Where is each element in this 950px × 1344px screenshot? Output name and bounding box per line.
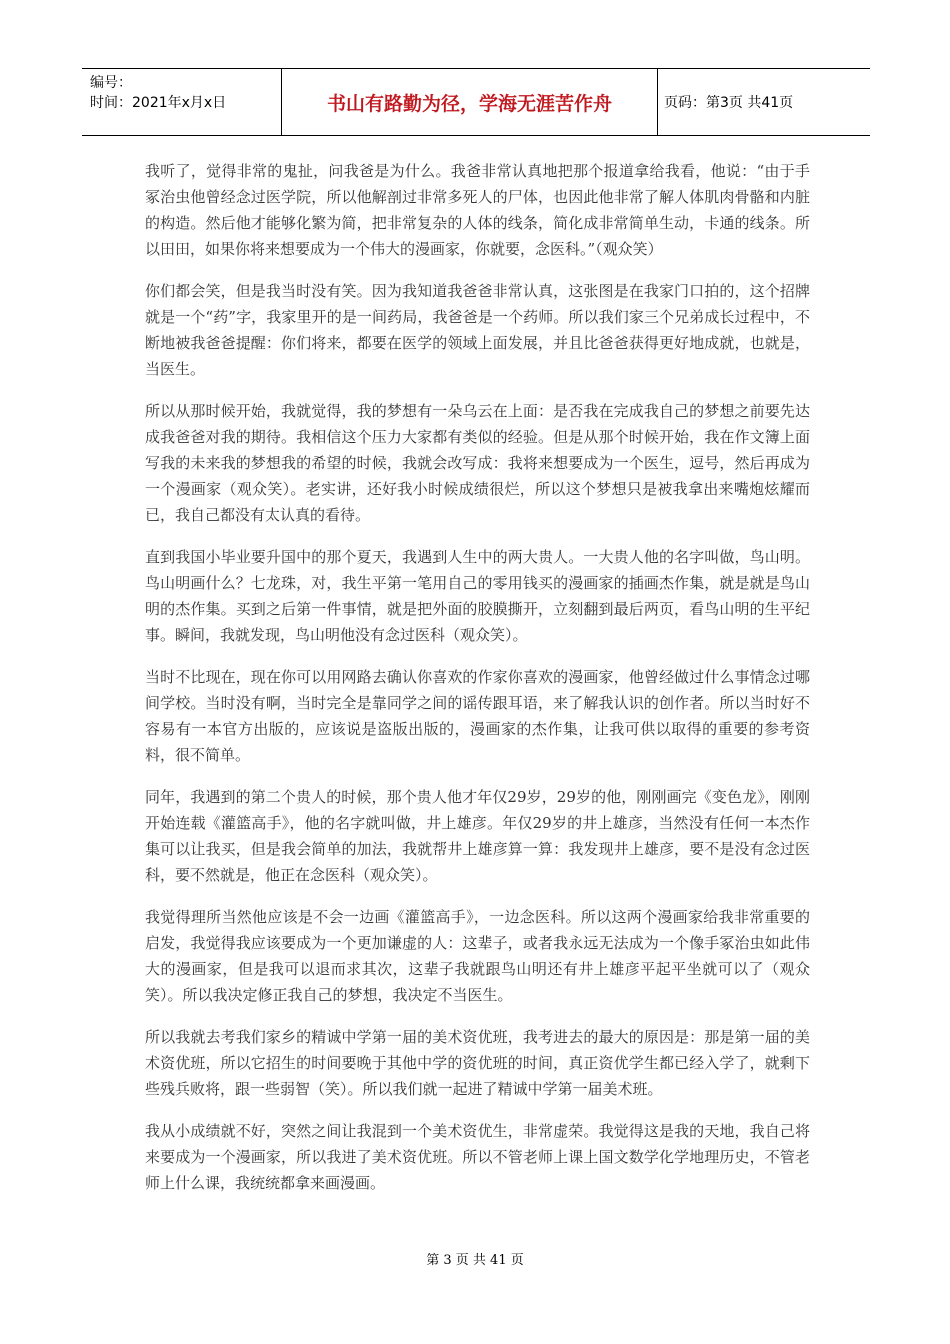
page-number-cell (658, 69, 870, 135)
page-header (82, 68, 870, 136)
page-number-label: 页码：第3页 共41页 (664, 95, 794, 111)
header-info-cell (82, 69, 282, 135)
serial-number-label: 编号： (90, 75, 132, 91)
paragraph: 所以从那时候开始，我就觉得，我的梦想有一朵乌云在上面：是否我在完成我自己的梦想之前要先达成我爸爸对我的期待。我相信这个压力大家都有类似的经验。但是从那个时候开始，我在作文簿上面写我的未来我的梦想我的希望的时候，我就会改写成：我将来想要成为一个医生，逗号，然后再成为一个漫画家（观众笑）。老实讲，还好我小时候成绩很烂，所以这个梦想只是被我拿出来嘴炮炫耀而已，我自己都没有太认真的看待。 (145, 402, 810, 524)
paragraph: 我从小成绩就不好，突然之间让我混到一个美术资优生，非常虚荣。我觉得这是我的天地，我自己将来要成为一个漫画家，所以我进了美术资优班。所以不管老师上课上国文数学化学地理历史，不管老师上什么课，我统统都拿来画漫画。 (145, 1122, 810, 1192)
paragraph: 直到我国小毕业要升国中的那个夏天，我遇到人生中的两大贵人。一大贵人他的名字叫做，鸟山明。鸟山明画什么？七龙珠，对，我生平第一笔用自己的零用钱买的漫画家的插画杰作集，就是就是鸟山明的杰作集。买到之后第一件事情，就是把外面的胶膜撕开，立刻翻到最后两页，看鸟山明的生平纪事。瞬间，我就发现，鸟山明他没有念过医科（观众笑）。 (145, 548, 810, 644)
paragraph: 当时不比现在，现在你可以用网路去确认你喜欢的作家你喜欢的漫画家，他曾经做过什么事情念过哪间学校。当时没有啊，当时完全是靠同学之间的谣传跟耳语，来了解我认识的创作者。所以当时好不容易有一本官方出版的，应该说是盗版出版的，漫画家的杰作集，让我可供以取得的重要的参考资料，很不简单。 (145, 668, 810, 764)
date-label: 时间：2021年x月x日 (90, 95, 227, 111)
page-footer: 第 3 页 共 41 页 (426, 1253, 524, 1268)
paragraph: 你们都会笑，但是我当时没有笑。因为我知道我爸爸非常认真，这张图是在我家门口拍的，这个招牌就是一个“药”字，我家里开的是一间药局，我爸爸是一个药师。所以我们家三个兄弟成长过程中，不断地被我爸爸提醒：你们将来，都要在医学的领域上面发展，并且比爸爸获得更好地成就，也就是，当医生。 (145, 282, 810, 378)
motto-text: 书山有路勤为径，学海无涯苦作舟 (326, 92, 612, 115)
motto-cell (282, 69, 658, 135)
paragraph: 我听了，觉得非常的鬼扯，问我爸是为什么。我爸非常认真地把那个报道拿给我看，他说：“由于手冢治虫他曾经念过医学院，所以他解剖过非常多死人的尸体，也因此他非常了解人体肌肉骨骼和内脏的构造。然后他才能够化繁为简，把非常复杂的人体的线条，简化成非常简单生动，卡通的线条。所以田田，如果你将来想要成为一个伟大的漫画家，你就要，念医科。”（观众笑） (145, 162, 810, 258)
paragraph: 我觉得理所当然他应该是不会一边画《灌篮高手》，一边念医科。所以这两个漫画家给我非常重要的启发，我觉得我应该要成为一个更加谦虚的人：这辈子，或者我永远无法成为一个像手冢治虫如此伟大的漫画家，但是我可以退而求其次，这辈子我就跟鸟山明还有井上雄彦平起平坐就可以了（观众笑）。所以我决定修正我自己的梦想，我决定不当医生。 (145, 908, 810, 1004)
body-text (145, 158, 810, 1212)
paragraph: 同年，我遇到的第二个贵人的时候，那个贵人他才年仅29岁，29岁的他，刚刚画完《变色龙》，刚刚开始连载《灌篮高手》，他的名字就叫做，井上雄彦。年仅29岁的井上雄彦，当然没有任何一本杰作集可以让我买，但是我会简单的加法，我就帮井上雄彦算一算：我发现井上雄彦，要不是没有念过医科，要不然就是，他正在念医科（观众笑）。 (145, 788, 810, 884)
paragraph: 所以我就去考我们家乡的精诚中学第一届的美术资优班，我考进去的最大的原因是：那是第一届的美术资优班，所以它招生的时间要晚于其他中学的资优班的时间，真正资优学生都已经入学了，就剩下些残兵败将，跟一些弱智（笑）。所以我们就一起进了精诚中学第一届美术班。 (145, 1028, 810, 1098)
